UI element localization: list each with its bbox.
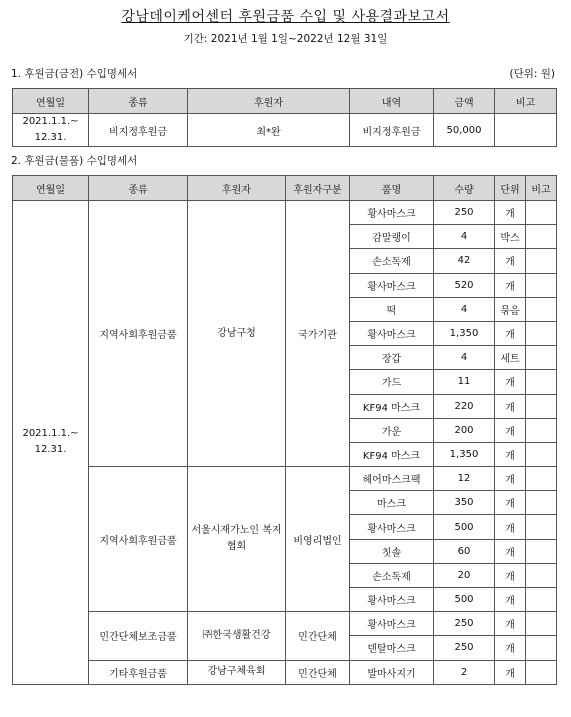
- table-row: [13, 612, 557, 636]
- cell-unit: 박스: [495, 225, 526, 249]
- cell-item-name: 발마사지기: [350, 660, 434, 684]
- cell-donor-category: 민간단체: [286, 660, 350, 684]
- cell-quantity: 250: [434, 612, 495, 636]
- cell-quantity: 60: [434, 539, 495, 563]
- cell-quantity: 4: [434, 346, 495, 370]
- cell-item-name: 감말랭이: [350, 225, 434, 249]
- cell-item-name: KF94 마스크: [350, 442, 434, 466]
- cell-unit: 개: [495, 370, 526, 394]
- cell-unit: 개: [495, 515, 526, 539]
- cell-quantity: 4: [434, 297, 495, 321]
- cell-unit: 개: [495, 467, 526, 491]
- header-date: 연월일: [13, 176, 89, 201]
- cell-note: [495, 114, 557, 147]
- cell-unit: 개: [495, 491, 526, 515]
- goods-donation-table: [12, 175, 557, 685]
- cell-unit: 개: [495, 563, 526, 587]
- cell-detail: 비지정후원금: [350, 114, 434, 147]
- cash-donation-table: [12, 88, 557, 147]
- table-row: [13, 201, 557, 225]
- cell-unit: 개: [495, 201, 526, 225]
- cell-unit: 묶음: [495, 297, 526, 321]
- header-type: 종류: [89, 89, 188, 114]
- cell-quantity: 11: [434, 370, 495, 394]
- cell-unit: 개: [495, 636, 526, 660]
- cell-note: [526, 418, 557, 442]
- cell-unit: 개: [495, 321, 526, 345]
- cell-quantity: 520: [434, 273, 495, 297]
- cell-note: [526, 588, 557, 612]
- cell-unit: 개: [495, 418, 526, 442]
- cell-item-name: KF94 마스크: [350, 394, 434, 418]
- header-type: 종류: [89, 176, 188, 201]
- header-donor-category: 후원자구분: [286, 176, 350, 201]
- cell-note: [526, 201, 557, 225]
- cell-item-name: 떡: [350, 297, 434, 321]
- cell-note: [526, 442, 557, 466]
- table-header-row: [13, 176, 557, 201]
- cell-donor: ㈜한국생활건강: [188, 612, 286, 660]
- cell-donor-category: 국가기관: [286, 201, 350, 467]
- cell-quantity: 42: [434, 249, 495, 273]
- cell-note: [526, 539, 557, 563]
- cell-note: [526, 515, 557, 539]
- cell-type: 민간단체보조금품: [89, 612, 188, 660]
- cell-quantity: 250: [434, 201, 495, 225]
- cell-unit: 개: [495, 660, 526, 684]
- table-row: [13, 114, 557, 147]
- cell-donor: 최*완: [188, 114, 350, 147]
- cell-note: [526, 394, 557, 418]
- header-date: 연월일: [13, 89, 89, 114]
- cell-quantity: 500: [434, 588, 495, 612]
- cell-quantity: 4: [434, 225, 495, 249]
- cell-unit: 개: [495, 273, 526, 297]
- cell-note: [526, 297, 557, 321]
- cell-date: 2021.1.1.~ 12.31.: [13, 201, 89, 685]
- header-donor: 후원자: [188, 89, 350, 114]
- cell-note: [526, 563, 557, 587]
- report-title: 강남데이케어센터 후원금품 수입 및 사용결과보고서: [121, 9, 450, 25]
- cell-item-name: 황사마스크: [350, 612, 434, 636]
- cell-unit: 개: [495, 394, 526, 418]
- cell-note: [526, 225, 557, 249]
- unit-label: (단위: 원): [509, 68, 555, 80]
- section2-heading: 2. 후원금(물품) 수입명세서: [11, 155, 138, 167]
- cell-item-name: 황사마스크: [350, 273, 434, 297]
- report-period: 기간: 2021년 1월 1일~2022년 12월 31일: [183, 33, 388, 45]
- section1-heading: 1. 후원금(금전) 수입명세서: [11, 68, 138, 80]
- cell-note: [526, 636, 557, 660]
- cell-donor: 강남구청: [188, 201, 286, 467]
- cell-unit: 개: [495, 539, 526, 563]
- cell-quantity: 1,350: [434, 321, 495, 345]
- cell-quantity: 350: [434, 491, 495, 515]
- header-note: 비고: [495, 89, 557, 114]
- cell-donor-category: 민간단체: [286, 612, 350, 660]
- cell-item-name: 장갑: [350, 346, 434, 370]
- cell-type: 기타후원금품: [89, 660, 188, 684]
- cell-donor-category: 비영리법인: [286, 467, 350, 612]
- cell-note: [526, 321, 557, 345]
- header-note: 비고: [526, 176, 557, 201]
- cell-item-name: 황사마스크: [350, 201, 434, 225]
- table-row: [13, 660, 557, 684]
- cell-note: [526, 491, 557, 515]
- cell-note: [526, 660, 557, 684]
- header-unit: 단위: [495, 176, 526, 201]
- header-donor: 후원자: [188, 176, 286, 201]
- cell-donor: 서울시재가노인 복지협회: [188, 467, 286, 612]
- table-row: [13, 467, 557, 491]
- cell-item-name: 덴탈마스크: [350, 636, 434, 660]
- cell-quantity: 12: [434, 467, 495, 491]
- cell-item-name: 칫솔: [350, 539, 434, 563]
- cell-type: 비지정후원금: [89, 114, 188, 147]
- cell-item-name: 손소독제: [350, 249, 434, 273]
- cell-note: [526, 612, 557, 636]
- cell-item-name: 손소독제: [350, 563, 434, 587]
- cell-note: [526, 370, 557, 394]
- cell-unit: 개: [495, 249, 526, 273]
- table-header-row: [13, 89, 557, 114]
- cell-quantity: 200: [434, 418, 495, 442]
- cell-type: 지역사회후원금품: [89, 467, 188, 612]
- cell-item-name: 황사마스크: [350, 515, 434, 539]
- cell-note: [526, 273, 557, 297]
- header-quantity: 수량: [434, 176, 495, 201]
- cell-donor: 강남구체육회: [188, 660, 286, 684]
- cell-type: 지역사회후원금품: [89, 201, 188, 467]
- header-amount: 금액: [434, 89, 495, 114]
- cell-item-name: 황사마스크: [350, 321, 434, 345]
- cell-item-name: 가운: [350, 418, 434, 442]
- cell-unit: 개: [495, 588, 526, 612]
- cell-note: [526, 249, 557, 273]
- cell-item-name: 가드: [350, 370, 434, 394]
- cell-unit: 개: [495, 612, 526, 636]
- cell-quantity: 250: [434, 636, 495, 660]
- cell-note: [526, 467, 557, 491]
- cell-quantity: 20: [434, 563, 495, 587]
- cell-amount: 50,000: [434, 114, 495, 147]
- cell-date: 2021.1.1.~ 12.31.: [13, 114, 89, 147]
- cell-quantity: 220: [434, 394, 495, 418]
- cell-item-name: 황사마스크: [350, 588, 434, 612]
- header-detail: 내역: [350, 89, 434, 114]
- header-item-name: 품명: [350, 176, 434, 201]
- cell-item-name: 마스크: [350, 491, 434, 515]
- cell-unit: 개: [495, 442, 526, 466]
- cell-note: [526, 346, 557, 370]
- cell-item-name: 헤어마스크팩: [350, 467, 434, 491]
- cell-quantity: 500: [434, 515, 495, 539]
- cell-quantity: 2: [434, 660, 495, 684]
- cell-unit: 세트: [495, 346, 526, 370]
- cell-quantity: 1,350: [434, 442, 495, 466]
